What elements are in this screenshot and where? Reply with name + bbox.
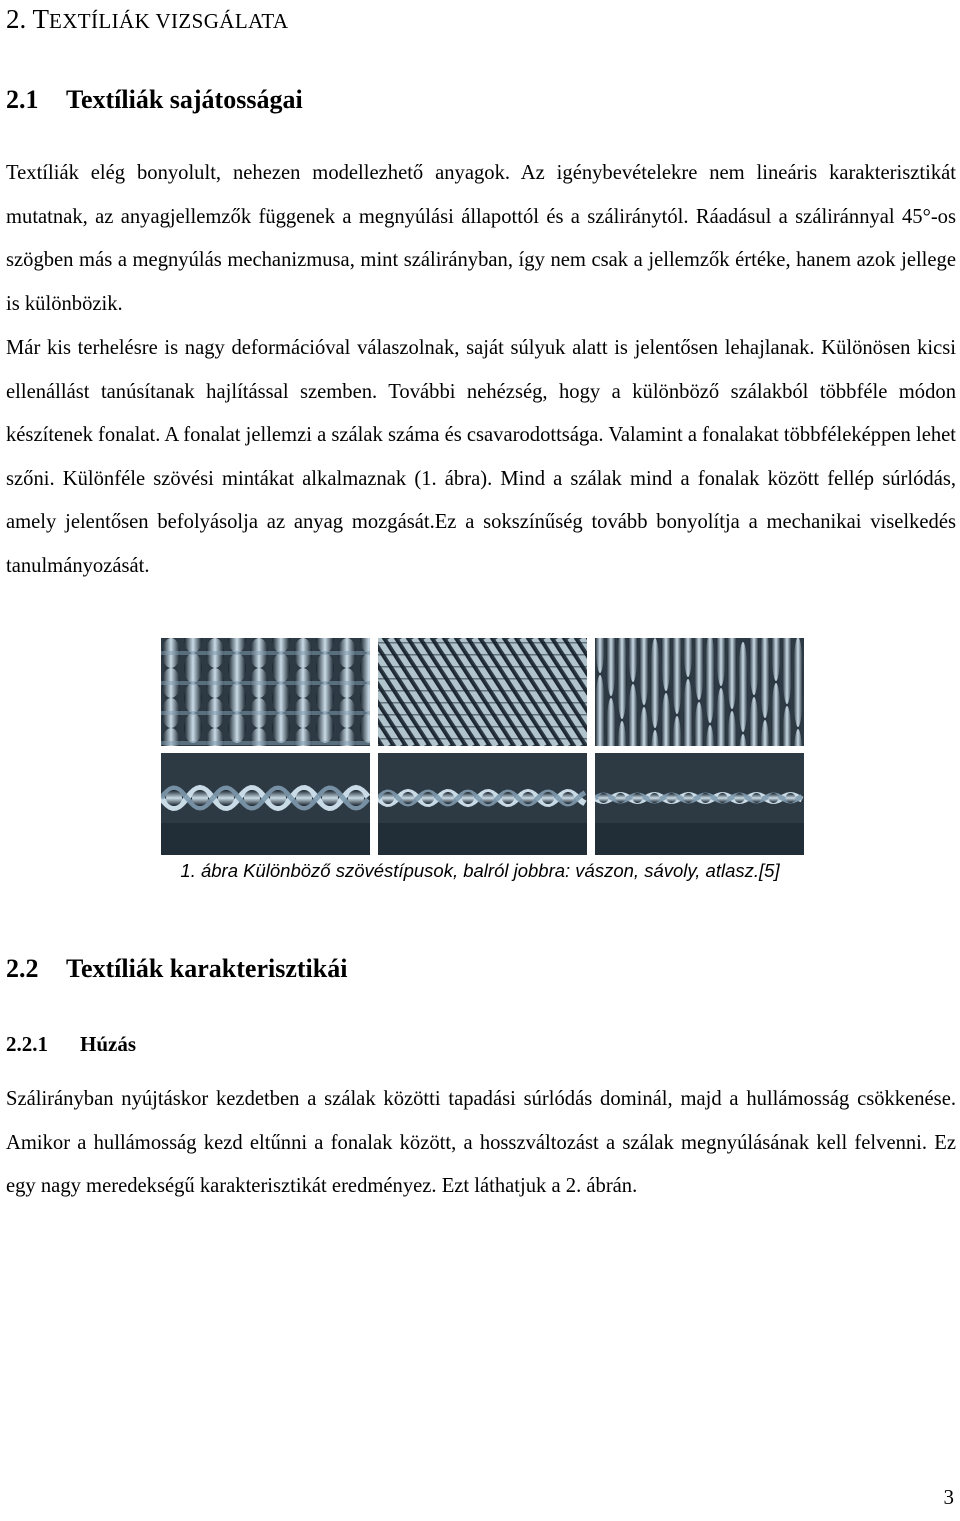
twill-weave-cross-section-panel (378, 753, 587, 855)
paragraph-3: Szálirányban nyújtáskor kezdetben a szálak közötti tapadási súrlódás dominál, majd a hullámosság csökkenése. Amikor a hullámosság kezd eltűnni a fonalak között, a hosszváltozást a szálak megnyúlásának kell felvenni. Ez egy nagy meredekségű karakterisztikát eredményez. Ezt láthatjuk a 2. ábrán. (6, 1088, 956, 1198)
weft-section (786, 793, 796, 803)
section-title: Textíliák karakterisztikái (66, 954, 348, 983)
satin-float (793, 638, 803, 727)
weft-thread (161, 711, 370, 715)
weft-section (296, 790, 312, 806)
section-heading-2-1 (6, 84, 956, 116)
shadow-band (161, 823, 370, 855)
subsection-heading-2-2-1 (6, 1030, 956, 1058)
shadow-band (378, 823, 587, 855)
weave-thread (360, 713, 378, 743)
weave-thread (272, 713, 290, 743)
shadow-band (595, 823, 804, 855)
weft-section (348, 790, 364, 806)
weft-section (701, 793, 711, 803)
weave-thread (228, 653, 246, 683)
weft-section (442, 792, 454, 804)
satin-weave-cross-section-panel (595, 753, 804, 855)
paragraph-2: Már kis terhelésre is nagy deformációval válaszolnak, saját súlyuk alatt is jelentősen lehajlanak. Különösen kicsi ellenállást tanúsítanak hajlítással szemben. További nehézség, hogy a különböző szálakból többféle módon készítenek fonalat. A fonalat jellemzi a szálak száma és csavarodottsága. Valamint a fonalakat többféleképpen lehet szőni. Különféle szövési mintákat alkalmaznak (1. ábra). Mind a szálak mind a fonalak között fellép súrlódás, amely jelentősen befolyásolja az anyag mozgását.Ez a sokszínűség tovább bonyolítja a mechanikai viselkedés tanulmányozását. (6, 337, 956, 577)
weft-section (542, 792, 554, 804)
weave-thread (184, 653, 202, 683)
weft-section (616, 793, 626, 803)
weft-section (769, 793, 779, 803)
weave-thread (360, 653, 378, 683)
chapter-heading (6, 2, 956, 38)
satin-float (595, 675, 605, 765)
chapter-title-first-letter: T (32, 4, 50, 34)
chapter-title-rest: EXTÍLIÁK VIZSGÁLATA (49, 9, 289, 33)
satin-float (650, 638, 660, 728)
weave-thread (228, 683, 246, 713)
weft-section (599, 793, 609, 803)
weft-section (522, 792, 534, 804)
weft-section (192, 790, 208, 806)
weave-thread (184, 683, 202, 713)
figure-caption: 1. ábra Különböző szövéstípusok, balról jobbra: vászon, sávoly, atlasz.[5] (180, 860, 780, 881)
page-number: 3 (943, 1485, 954, 1509)
weft-section (322, 790, 338, 806)
section-number: 2.2 (6, 954, 39, 983)
twill-weft (378, 738, 587, 740)
subsection-number: 2.2.1 (6, 1032, 48, 1056)
weft-section (218, 790, 234, 806)
weave-types-figure (161, 638, 804, 855)
twill-weft (378, 678, 587, 680)
weave-thread (316, 713, 334, 743)
satin-float (738, 642, 748, 732)
weave-thread (228, 713, 246, 743)
chapter-number: 2. (6, 4, 27, 34)
weave-thread (316, 653, 334, 683)
weft-thread (161, 651, 370, 655)
twill-weft (378, 690, 587, 692)
weft-section (502, 792, 514, 804)
weave-thread (272, 683, 290, 713)
paragraph-1: Textíliák elég bonyolult, nehezen modellezhető anyagok. Az igénybevételekre nem lineáris karakterisztikát mutatnak, az anyagjellemzők függenek a megnyúlási állapottól és a száliránytól. Ráadásul a száliránnyal 45°-os szögben más a megnyúlás mechanizmusa, mint szálirányban, így nem csak a jellemzők értéke, hanem azok jellege is különbözik. (6, 162, 956, 315)
subsection-title: Húzás (80, 1032, 137, 1056)
section-number: 2.1 (6, 85, 39, 114)
weft-section (752, 793, 762, 803)
weft-section (244, 790, 260, 806)
weft-section (633, 793, 643, 803)
weft-thread (161, 741, 370, 745)
twill-weft (378, 642, 587, 644)
weft-section (382, 792, 394, 804)
weft-section (667, 793, 677, 803)
section-heading-2-2 (6, 953, 956, 985)
weft-section (482, 792, 494, 804)
weave-micrographs (161, 638, 804, 855)
twill-weft (378, 654, 587, 656)
weft-section (562, 792, 574, 804)
weft-section (650, 793, 660, 803)
weft-section (422, 792, 434, 804)
weft-section (718, 793, 728, 803)
twill-weft (378, 666, 587, 668)
twill-weft (378, 702, 587, 704)
weft-section (166, 790, 182, 806)
section-title: Textíliák sajátosságai (66, 85, 303, 114)
twill-weft (378, 726, 587, 728)
plain-weave-cross-section-panel (161, 753, 370, 855)
weft-section (402, 792, 414, 804)
weft-section (735, 793, 745, 803)
weft-section (462, 792, 474, 804)
weave-thread (272, 653, 290, 683)
weave-thread (184, 713, 202, 743)
weave-thread (360, 683, 378, 713)
weft-section (270, 790, 286, 806)
weft-section (684, 793, 694, 803)
twill-weft (378, 714, 587, 716)
weave-thread (316, 683, 334, 713)
weft-thread (161, 681, 370, 685)
